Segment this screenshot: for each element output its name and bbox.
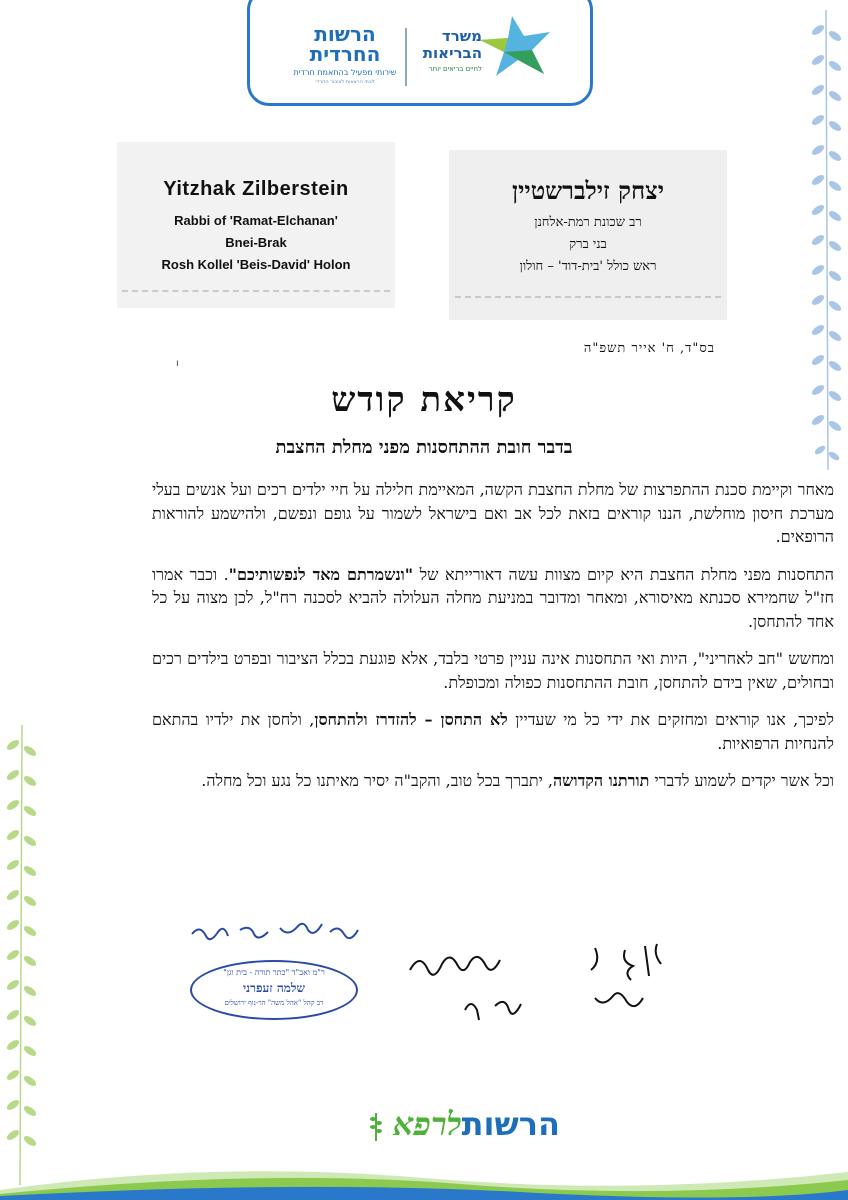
moh-logo-line2: הבריאות — [422, 44, 482, 62]
rabbi-name-en: Yitzhak Zilberstein — [163, 178, 349, 200]
paragraph-4: לפיכך, אנו קוראים ומחזקים את ידי כל מי שעדיין לא התחסן – להזדרז ולהתחסן, ולחסן את ילדיו בהתאם להנחיות הרפואיות. — [152, 710, 834, 753]
health-ministry-logo — [412, 28, 482, 88]
rabbi-title-he-3: ראש כולל 'בית-דוד' – חולון — [519, 259, 657, 274]
signature-zilberstein-icon — [395, 940, 665, 1030]
stamp-line2: שלמה זעפרני — [243, 981, 305, 995]
rabbi-title-he-2: בני ברק — [569, 237, 607, 252]
moh-logo-tagline: לחיים בריאים יותר — [428, 65, 482, 73]
letterhead-english — [117, 142, 395, 308]
rabbi-title-he-1: רב שכונת רמת-אלחנן — [534, 215, 642, 230]
letter-date: בס"ד, ח' אייר תשפ"ה — [583, 341, 715, 356]
letterhead-en-divider — [122, 290, 390, 292]
paragraph-3: ומחשש "חב לאחריני", היות ואי התחסנות אינה עניין פרטי בלבד, אלא פוגעת בכלל הציבור ובפרט בילדים רכים ובחולים, שאין בידם להתחסן, חובת ההתחסנות כפולה ומכופלת. — [152, 649, 834, 692]
paragraph-2: התחסנות מפני מחלת החצבת היא קיום מצוות עשה דאורייתא של "ונשמרתם מאד לנפשותיכם". וכבר אמרו חז"ל שחמירא סכנתא מאיסורא, ומאחר ומדובר במניעת מחלה העלולה להביא לסכנה רח"ל, לכן מצוה על כל אחד להתחסן. — [152, 564, 835, 631]
haredi-logo-line2: החרדית — [309, 42, 381, 66]
footer-logo — [330, 1100, 560, 1148]
rabbi-title-en-3: Rosh Kollel 'Beis-David' Holon — [161, 257, 351, 272]
stamp-line3: רב קהל "אהל משה" הר-נוף ירושלים — [224, 999, 324, 1007]
letterhead-hebrew — [449, 150, 727, 320]
haredi-authority-logo — [290, 24, 400, 94]
wheat-icon — [370, 1111, 382, 1141]
green-branch-decoration — [2, 725, 42, 1185]
rabbi-title-en-2: Bnei-Brak — [225, 235, 287, 250]
rabbi-name-he: יצחק זילברשטיין — [511, 176, 665, 205]
logo-divider — [405, 28, 407, 86]
letterhead-he-divider — [455, 296, 721, 298]
paragraph-5: וכל אשר יקדים לשמוע לדברי תורתנו הקדושה, יתברך בכל טוב, והקב"ה יסיר מאיתנו כל נגע וכל מחלה. — [201, 771, 834, 790]
footer-logo-part1: הרשות — [461, 1105, 560, 1143]
page-subtitle: בדבר חובת ההתחסנות מפני מחלת החצבת — [275, 437, 573, 458]
stamp-line1: ר"מ ואב"ד "כתר תורה - בית וגן" — [223, 968, 325, 977]
paragraph-1: מאחר וקיימת סכנת ההתפרצות של מחלת החצבת הקשה, המאיימת חלילה על חיי ילדים רכים ועל אנשים בעלי מערכת חיסון מוחלשת, הננו קוראים בזאת לכל אב ואם בישראל לשמור על גופם ונפשם, ולהישמע להוראות הרופאים. — [152, 480, 834, 546]
page-title: קריאת קודש — [331, 380, 517, 420]
rabbinical-stamp — [190, 960, 358, 1020]
footer-logo-part2: לרפא — [393, 1105, 462, 1143]
moh-logo-line1: משרד — [441, 27, 482, 45]
page-mark: ו — [176, 358, 179, 369]
letter-body — [152, 478, 834, 807]
haredi-logo-line1: הרשות — [314, 22, 376, 46]
footer-wave-decoration — [0, 1150, 848, 1200]
haredi-logo-tagline-small: לבתי הרצאות לציבור החרדי — [315, 79, 375, 85]
health-ministry-emblem-icon — [474, 14, 554, 84]
blue-branch-decoration — [806, 10, 846, 470]
haredi-logo-tagline: שירותי מפעיל בהתאמת חרדית — [293, 68, 397, 77]
rabbi-title-en-1: Rabbi of 'Ramat-Elchanan' — [174, 213, 338, 228]
